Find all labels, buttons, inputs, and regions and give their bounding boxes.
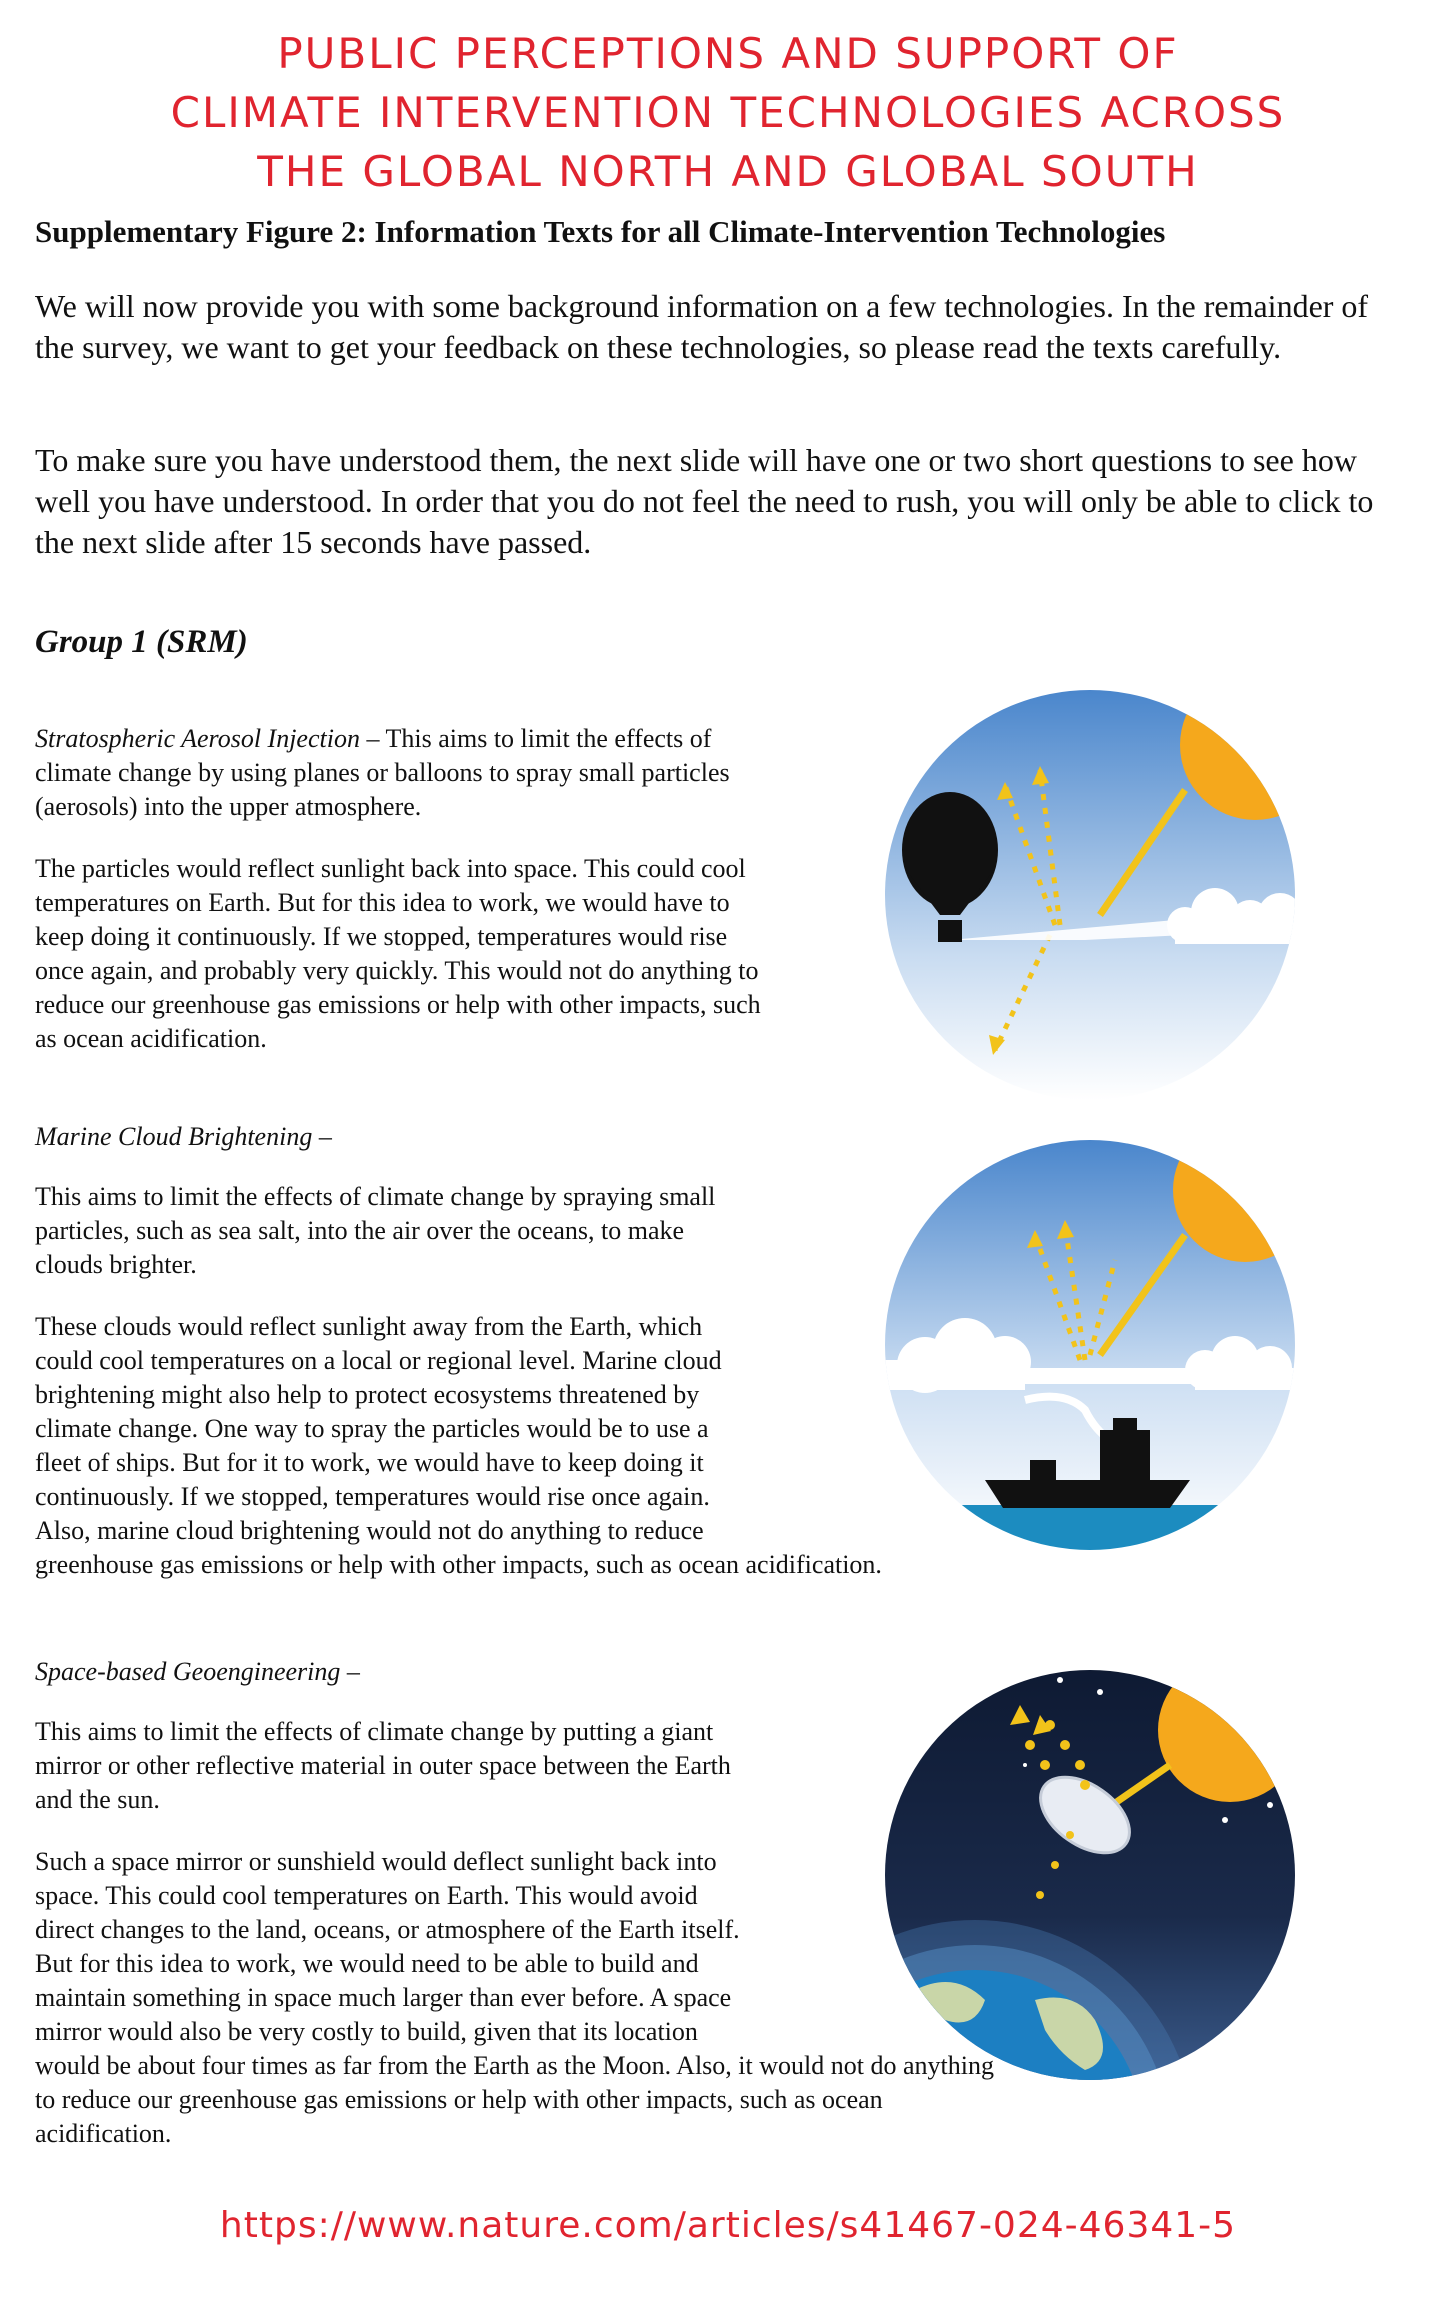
space-heading: Space-based Geoengineering – bbox=[35, 1657, 360, 1686]
mcb-p1-line: This aims to limit the effects of climate change by spraying small bbox=[35, 1182, 716, 1211]
article-url[interactable]: https://www.nature.com/articles/s41467-024-46341-5 bbox=[219, 2205, 1237, 2246]
mcb-heading: Marine Cloud Brightening – bbox=[35, 1122, 332, 1151]
space-p2-line: to reduce our greenhouse gas emissions or help with other impacts, such as ocean bbox=[35, 2085, 883, 2114]
mcb-paragraph-1 bbox=[35, 1180, 715, 1282]
space-heading-block bbox=[35, 1655, 360, 1689]
space-paragraph-2 bbox=[35, 1845, 994, 2151]
group-title: Group 1 (SRM) bbox=[35, 624, 248, 660]
sai-p2-line: reduce our greenhouse gas emissions or help with other impacts, such bbox=[35, 990, 761, 1019]
balloon-aerosol-illustration bbox=[885, 690, 1295, 1100]
banner-line-2: CLIMATE INTERVENTION TECHNOLOGIES ACROSS bbox=[170, 88, 1286, 137]
sai-paragraph-2 bbox=[35, 852, 761, 1056]
sai-p2-line: The particles would reflect sunlight back into space. This could cool bbox=[35, 854, 746, 883]
space-p2-line: mirror would also be very costly to build, given that its location bbox=[35, 2017, 698, 2046]
space-p2-line: Such a space mirror or sunshield would deflect sunlight back into bbox=[35, 1847, 717, 1876]
sai-p1-line: (aerosols) into the upper atmosphere. bbox=[35, 792, 422, 821]
ship-cloud-illustration bbox=[885, 1140, 1295, 1550]
mcb-p2-line: could cool temperatures on a local or regional level. Marine cloud bbox=[35, 1346, 722, 1375]
sai-p2-line: as ocean acidification. bbox=[35, 1024, 267, 1053]
mcb-p2-line: brightening might also help to protect ecosystems threatened by bbox=[35, 1380, 700, 1409]
mcb-p2-line: continuously. If we stopped, temperatures would rise once again. bbox=[35, 1482, 710, 1511]
banner-title bbox=[0, 24, 1456, 201]
space-p1-line: This aims to limit the effects of climate change by putting a giant bbox=[35, 1717, 714, 1746]
mcb-paragraph-2 bbox=[35, 1310, 882, 1582]
mcb-p2-line: fleet of ships. But for it to work, we would have to keep doing it bbox=[35, 1448, 704, 1477]
sai-p1-line: climate change by using planes or balloons to spray small particles bbox=[35, 758, 730, 787]
mcb-p2-line: climate change. One way to spray the particles would be to use a bbox=[35, 1414, 709, 1443]
space-paragraph-1 bbox=[35, 1715, 731, 1817]
banner-line-1: PUBLIC PERCEPTIONS AND SUPPORT OF bbox=[277, 29, 1179, 78]
space-p2-line: space. This could cool temperatures on Earth. This would avoid bbox=[35, 1881, 698, 1910]
sai-paragraph-1 bbox=[35, 722, 730, 824]
space-p2-line: direct changes to the land, oceans, or atmosphere of the Earth itself. bbox=[35, 1915, 740, 1944]
space-p2-line: But for this idea to work, we would need to be able to build and bbox=[35, 1949, 699, 1978]
sai-p2-line: once again, and probably very quickly. This would not do anything to bbox=[35, 956, 759, 985]
mcb-heading-block bbox=[35, 1120, 332, 1154]
banner-line-3: THE GLOBAL NORTH AND GLOBAL SOUTH bbox=[257, 147, 1199, 196]
space-mirror-illustration bbox=[885, 1670, 1295, 2080]
sai-p2-line: temperatures on Earth. But for this idea to work, we would have to bbox=[35, 888, 730, 917]
space-p1-line: mirror or other reflective material in outer space between the Earth bbox=[35, 1751, 731, 1780]
sai-p2-line: keep doing it continuously. If we stopped, temperatures would rise bbox=[35, 922, 728, 951]
mcb-p1-line: clouds brighter. bbox=[35, 1250, 197, 1279]
intro-paragraph-2: To make sure you have understood them, the next slide will have one or two short questions to see how well you have understood. In order that you do not feel the need to rush, you will only be able to click to the next slide after 15 seconds have passed. bbox=[35, 442, 1374, 560]
figure-title: Supplementary Figure 2: Information Texts for all Climate-Intervention Technologies bbox=[35, 214, 1166, 249]
intro-paragraph-1: We will now provide you with some background information on a few technologies. In the remainder of the survey, we want to get your feedback on these technologies, so please read the texts carefully. bbox=[35, 288, 1369, 365]
space-p2-line: maintain something in space much larger than ever before. A space bbox=[35, 1983, 732, 2012]
sai-heading: Stratospheric Aerosol Injection bbox=[35, 724, 360, 753]
space-p2-line: would be about four times as far from the Earth as the Moon. Also, it would not do anything bbox=[35, 2051, 994, 2080]
space-p2-line: acidification. bbox=[35, 2119, 172, 2148]
space-p1-line: and the sun. bbox=[35, 1785, 160, 1814]
mcb-p2-line: greenhouse gas emissions or help with other impacts, such as ocean acidification. bbox=[35, 1550, 882, 1579]
mcb-p2-line: Also, marine cloud brightening would not do anything to reduce bbox=[35, 1516, 704, 1545]
sai-p1-line: – This aims to limit the effects of bbox=[359, 724, 712, 753]
mcb-p1-line: particles, such as sea salt, into the air over the oceans, to make bbox=[35, 1216, 685, 1245]
mcb-p2-line: These clouds would reflect sunlight away from the Earth, which bbox=[35, 1312, 703, 1341]
